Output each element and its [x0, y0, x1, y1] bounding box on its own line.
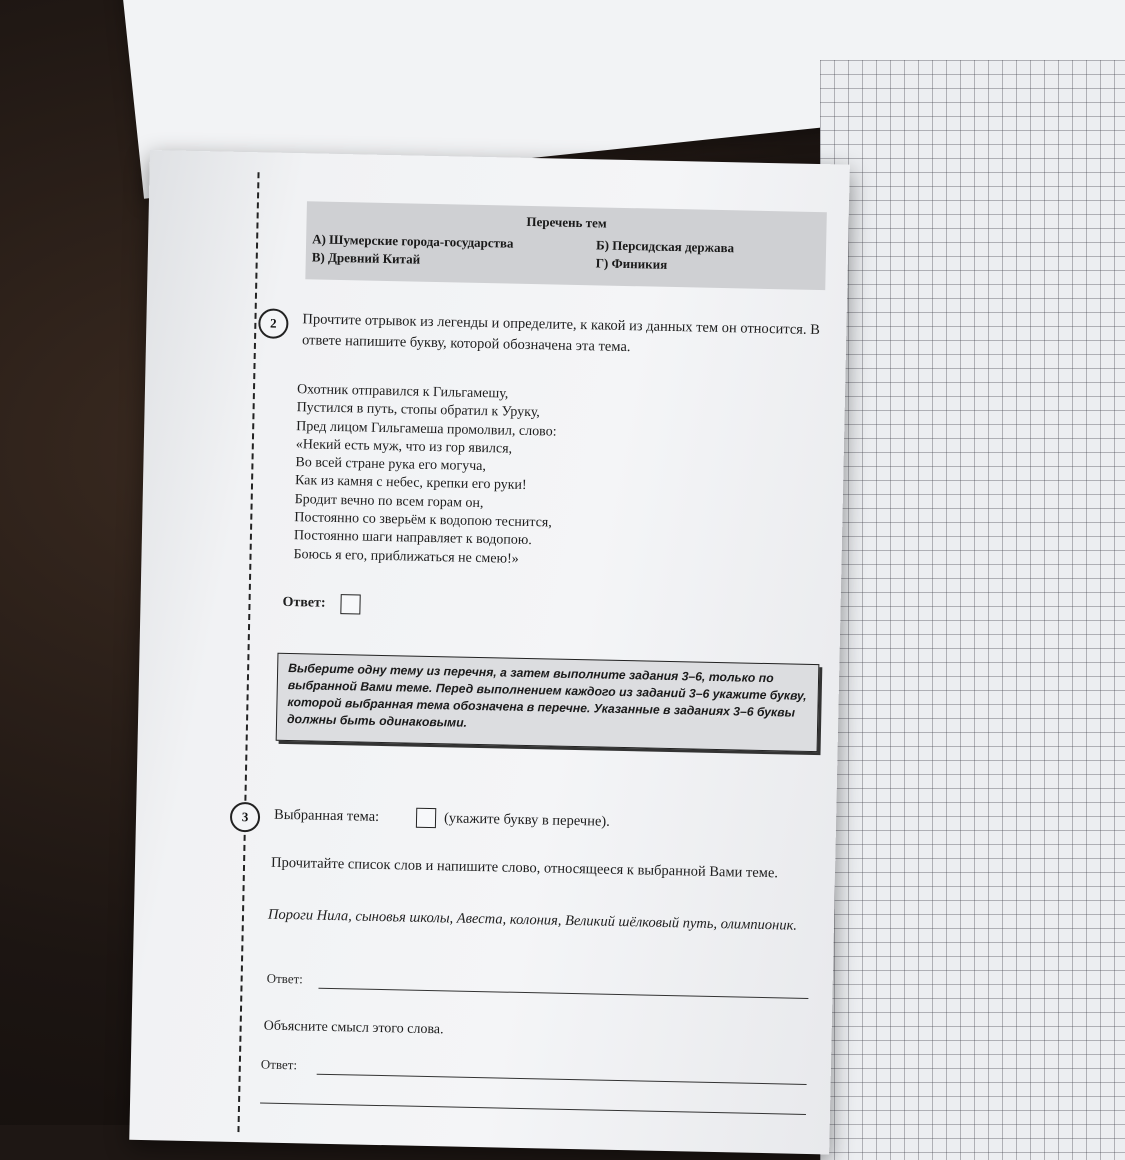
topics-list: [305, 201, 827, 290]
question-3-answer-label: Ответ:: [266, 970, 304, 987]
topic-a: А) Шумерские города-государства: [312, 231, 514, 251]
exam-page: [129, 150, 850, 1154]
chosen-topic-hint: (укажите букву в перечне).: [443, 810, 610, 830]
question-3-prompt: Прочитайте список слов и напишите слово, относящееся к выбранной Вами теме.: [270, 854, 779, 882]
topic-v: В) Древний Китай: [311, 249, 421, 267]
verse-line: Пустился в путь, стопы обратил к Уруку,: [296, 400, 541, 421]
verse-line: Охотник отправился к Гильгамешу,: [296, 382, 509, 402]
question-2-prompt: Прочтите отрывок из легенды и определите, к какой из данных тем он относится. В ответе напишите букву, которой обозначена эта тема.: [301, 311, 821, 356]
chosen-topic-box[interactable]: [416, 808, 436, 828]
verse-line: Боюсь я его, приближаться не смею!»: [293, 546, 519, 567]
question-2-answer-box[interactable]: [340, 594, 360, 614]
graph-paper-notebook: [820, 60, 1125, 1160]
verse-line: Как из камня с небес, крепки его руки!: [294, 473, 527, 494]
cut-line: [237, 172, 259, 1132]
explain-answer-label: Ответ:: [260, 1056, 298, 1073]
explain-answer-line-2[interactable]: [260, 1103, 806, 1115]
verse-line: «Некий есть муж, что из гор явился,: [295, 437, 513, 457]
explain-prompt: Объясните смысл этого слова.: [263, 1018, 444, 1038]
question-2-badge: 2: [258, 308, 289, 339]
topic-g: Г) Финикия: [595, 255, 668, 272]
instruction-box: [276, 653, 820, 752]
legend-excerpt: [293, 381, 557, 569]
question-2-answer-label: Ответ:: [282, 594, 326, 611]
verse-line: Постоянно шаги направляет к водопою.: [293, 528, 532, 549]
word-list: Пороги Нила, сыновья школы, Авеста, колония, Великий шёлковый путь, олимпионик.: [267, 906, 798, 934]
verse-line: Во всей стране рука его могуча,: [295, 455, 487, 475]
instruction-text: Выберите одну тему из перечня, а затем выполните задания 3–6, только по выбранной Вами теме. Перед выполнением каждого из заданий 3–6 укажите букву, которой выбранная тема обозначена в перечне. Указанные в заданиях 3–6 буквы должны быть одинаковыми.: [286, 661, 807, 730]
topic-b: Б) Персидская держава: [595, 237, 735, 256]
verse-line: Пред лицом Гильгамеша промолвил, слово:: [296, 418, 557, 440]
verse-line: Бродит вечно по всем горам он,: [294, 491, 484, 511]
chosen-topic-label: Выбранная тема:: [273, 806, 380, 825]
topics-title: Перечень тем: [526, 213, 607, 231]
question-3-badge: 3: [230, 802, 261, 833]
explain-answer-line-1[interactable]: [317, 1074, 807, 1085]
verse-line: Постоянно со зверьём к водопою теснится,: [294, 510, 552, 531]
question-3-answer-line[interactable]: [318, 988, 808, 999]
